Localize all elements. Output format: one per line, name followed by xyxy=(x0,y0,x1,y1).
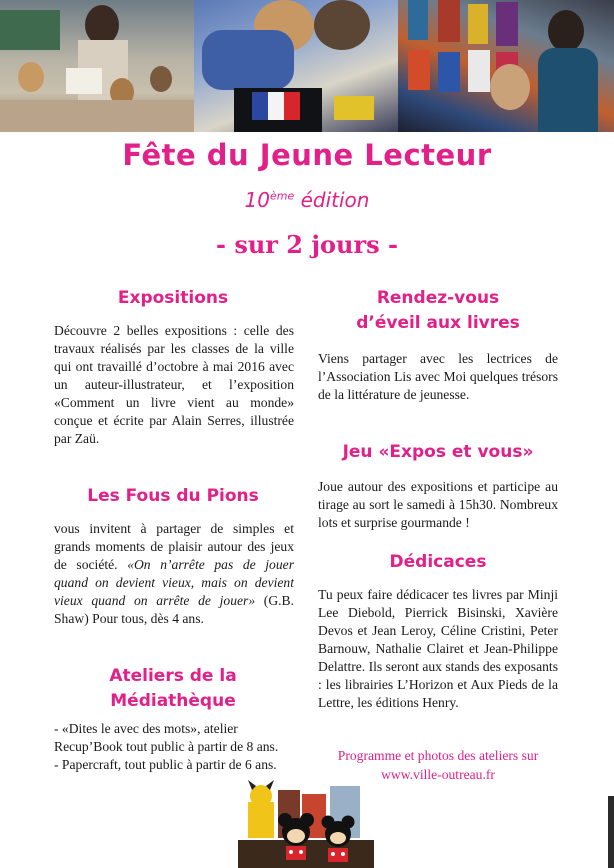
text-ateliers xyxy=(54,720,294,774)
photo-children-drawing xyxy=(194,0,398,132)
edition-line xyxy=(0,188,614,212)
text-fous-du-pions xyxy=(54,520,294,628)
fous-intro: vous invitent à partager de simples et grands moments de plaisir autour des jeux de société. xyxy=(54,521,294,572)
page-title: Fête du Jeune Lecteur xyxy=(122,138,492,172)
ateliers-item: - Papercraft, tout public à partir de 6 ans. xyxy=(54,757,277,772)
header-photo-strip xyxy=(0,0,614,132)
programme-text: Programme et photos des ateliers sur xyxy=(337,748,539,763)
heading-dedicaces: Dédicaces xyxy=(389,552,487,572)
photo-classroom-reading xyxy=(0,0,194,132)
heading-rdv-line1: Rendez-vous xyxy=(376,288,500,308)
heading-expositions: Expositions xyxy=(117,288,229,308)
text-jeu: Joue autour des expositions et participe au tirage au sort le samedi à 15h30. Nombreux lots et surprise gourmande ! xyxy=(318,479,558,530)
programme-info xyxy=(318,746,558,784)
fous-quote: «On n’arrête pas de jouer quand on devient vieux, mais on devient vieux quand on arrête de jouer» xyxy=(54,557,294,608)
heading-jeu: Jeu «Expos et vous» xyxy=(342,442,534,462)
fous-end: (G.B. Shaw) Pour tous, dès 4 ans. xyxy=(54,593,294,626)
text-expositions: Découvre 2 belles expositions : celle des travaux réalisés par les classes de la ville qui ont travaillé d’octobre à mai 2016 avec un auteur-illustrateur, et l’exposition «Comment un livre vient au monde» conçue et écrite par Alain Serres, illustrée par Zaü. xyxy=(54,323,294,446)
ateliers-item: - «Dites le avec des mots», atelier Recup’Book tout public à partir de 8 ans. xyxy=(54,721,279,754)
heading-rendez-vous xyxy=(318,286,558,336)
text-dedicaces: Tu peux faire dédicacer tes livres par Minji Lee Diebold, Pierrick Bisinski, Xavière Devos et Jean Leroy, Céline Cristini, Peter Barnouw, Nathalie Clairet et Jean-Philippe Delattre. Ils seront aux stands des exposants : les librairies L’Horizon et Aux Pieds de la Lettre, les éditions Henry. xyxy=(318,587,558,710)
edition-word: édition xyxy=(300,188,370,212)
heading-ateliers-line1: Ateliers de la xyxy=(109,666,237,686)
heading-rdv-line2: d’éveil aux livres xyxy=(356,313,520,333)
photo-children-artwork xyxy=(398,0,614,132)
website-link[interactable]: www.ville-outreau.fr xyxy=(381,767,495,782)
heading-ateliers xyxy=(54,664,292,714)
edition-suffix: ème xyxy=(269,189,295,203)
page-edge-bar xyxy=(608,796,614,868)
toy-figures-illustration xyxy=(238,780,374,868)
days-line: - sur 2 jours - xyxy=(216,230,398,259)
heading-fous-du-pions: Les Fous du Pions xyxy=(87,486,259,506)
edition-number: 10 xyxy=(244,188,270,212)
text-rendez-vous: Viens partager avec les lectrices de l’Association Lis avec Moi quelques trésors de la littérature de jeunesse. xyxy=(318,351,558,402)
heading-ateliers-line2: Médiathèque xyxy=(110,691,236,711)
